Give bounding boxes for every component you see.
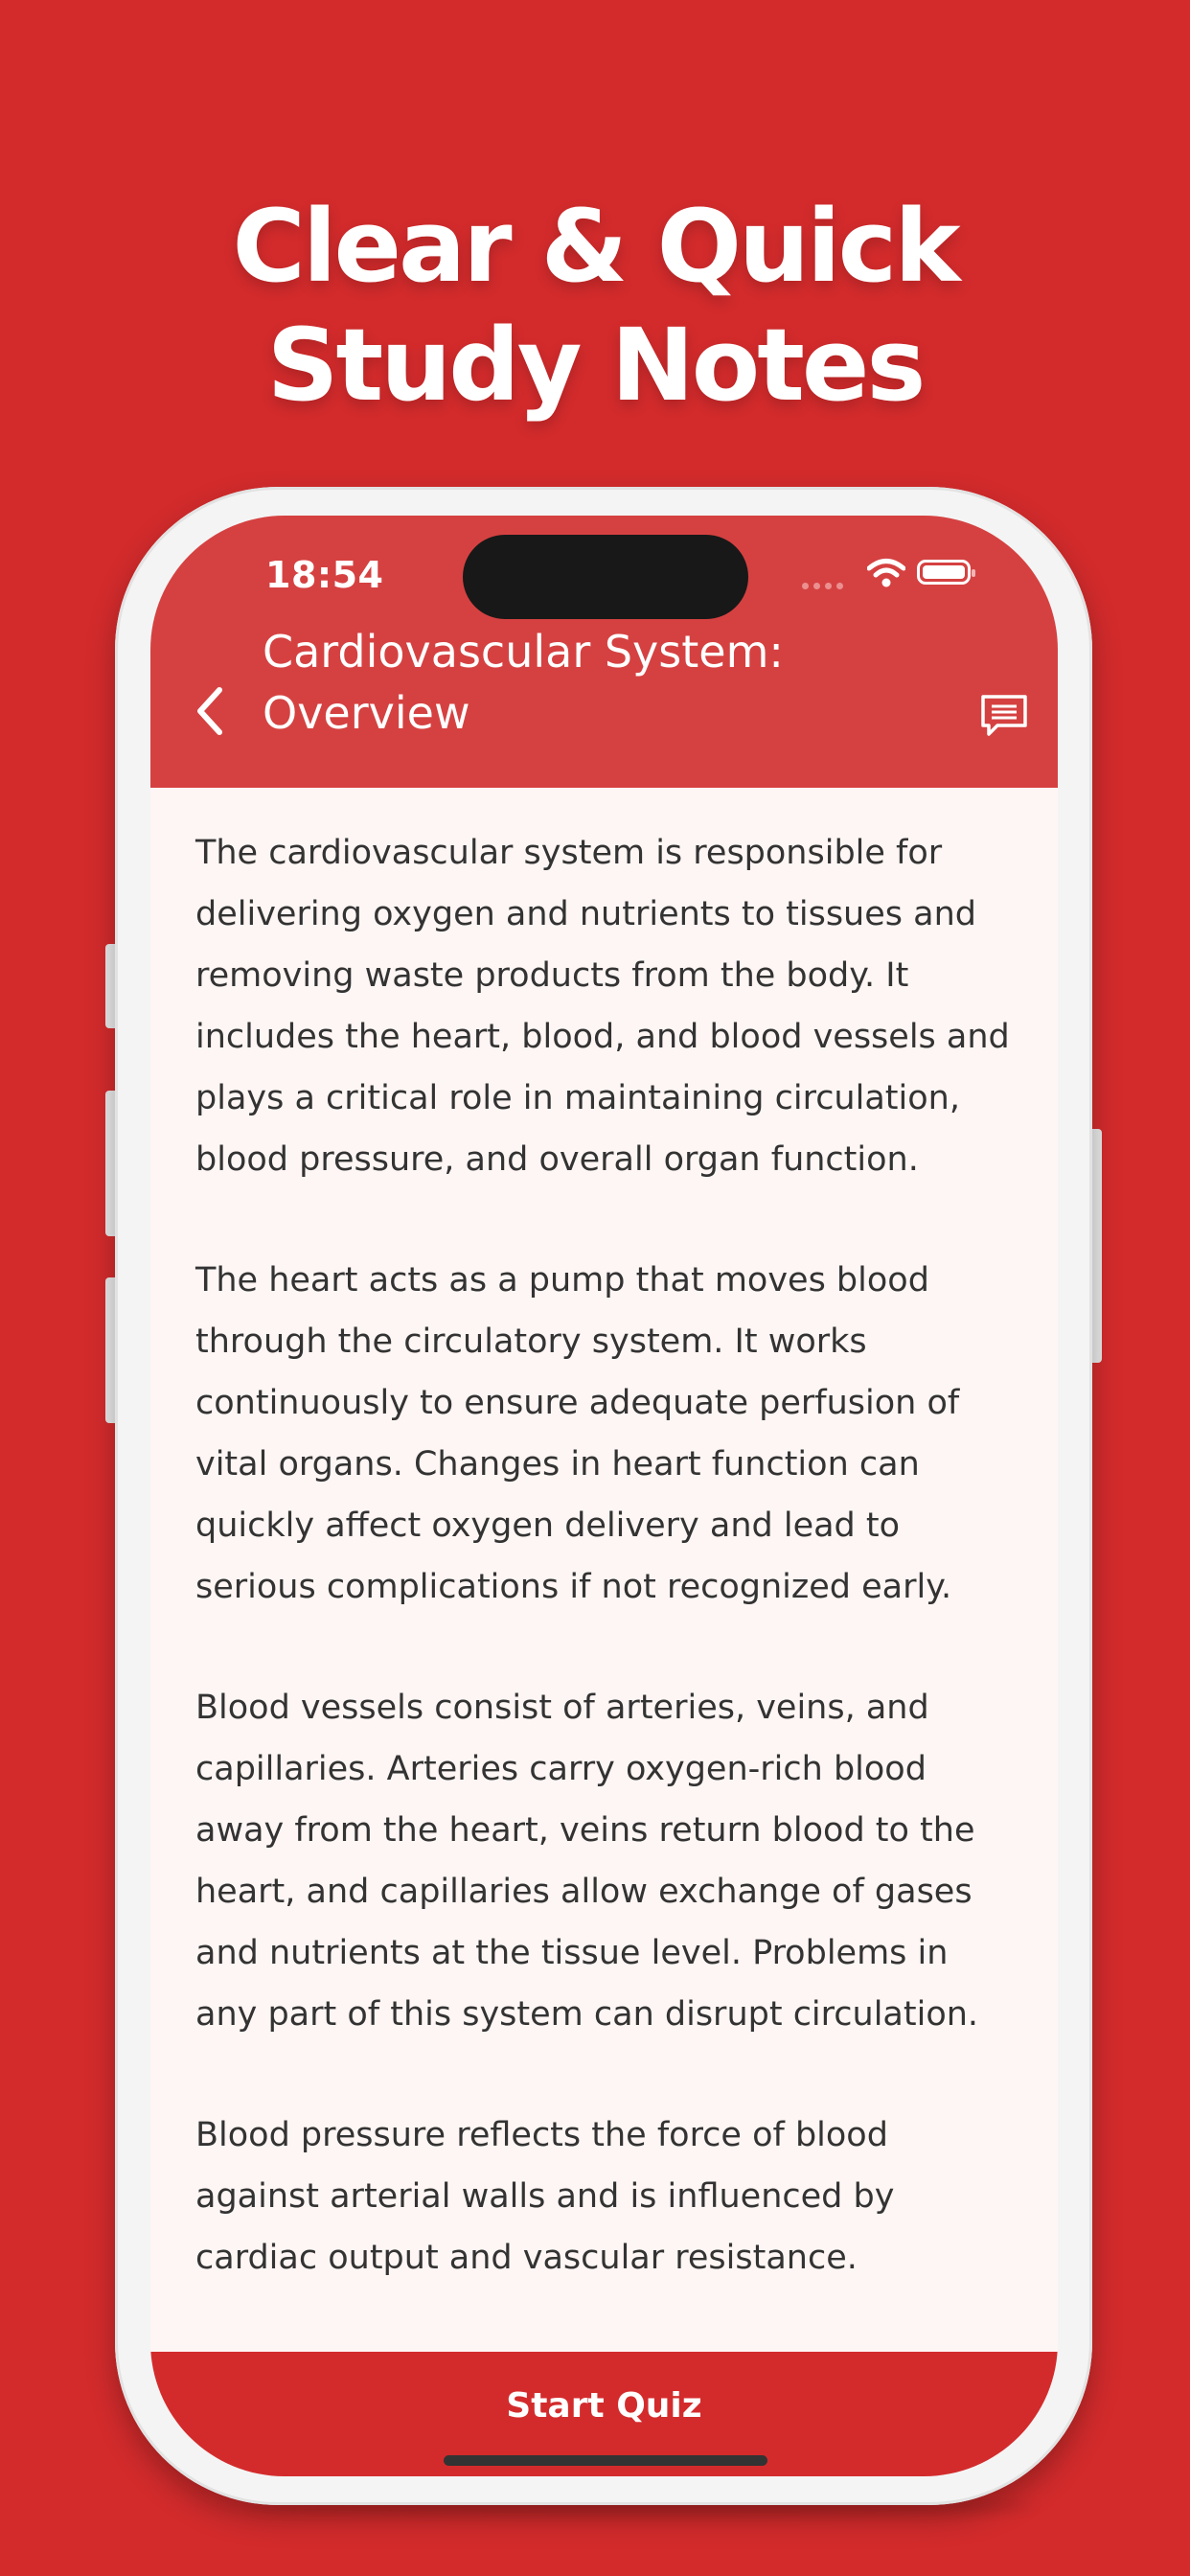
headline-line-1: Clear & Quick: [232, 188, 958, 305]
notes-paragraph-3: Blood vessels consist of arteries, veins, and capillaries. Arteries carry oxygen-rich blood away from the heart, veins return blood to the heart, and capillaries allow exchange of gases and nutrients at the tissue level. Problems in any part of this system can disrupt circulation.: [195, 1689, 979, 2034]
status-time: 18:54: [265, 554, 384, 596]
phone-screen: [150, 516, 1058, 2476]
notes-paragraph-4: Blood pressure reflects the force of blood against arterial walls and is influenced by cardiac output and vascular resistance.: [195, 2116, 895, 2277]
bottom-bar: [150, 2352, 1058, 2476]
study-notes-content: [195, 822, 1019, 2348]
dynamic-island: [463, 535, 748, 619]
notes-paragraph-2: The heart acts as a pump that moves blood through the circulatory system. It works continuously to ensure adequate perfusion of vital organs. Changes in heart function can quickly affect oxygen delivery and lead to serious complications if not recognized early.: [195, 1261, 960, 1606]
start-quiz-button[interactable]: Start Quiz: [506, 2386, 702, 2426]
notes-paragraph-1: The cardiovascular system is responsible for delivering oxygen and nutrients to tissues and removing waste products from the body. It includes the heart, blood, and blood vessels and plays a critical role in maintaining circulation, blood pressure, and overall organ function.: [195, 834, 1010, 1179]
headline-line-2: Study Notes: [266, 307, 924, 424]
page-title-line-2: Overview: [263, 687, 470, 739]
back-chevron-icon[interactable]: [191, 684, 229, 738]
navigation-bar: [150, 516, 1058, 788]
home-indicator[interactable]: [444, 2455, 767, 2466]
signal-dots-icon: [802, 575, 848, 593]
page-title-line-1: Cardiovascular System:: [263, 626, 784, 678]
wifi-icon: [867, 558, 905, 588]
notes-message-icon[interactable]: [980, 694, 1028, 738]
page-title: [263, 621, 857, 744]
status-icons: [802, 558, 1022, 596]
battery-icon: [917, 560, 971, 585]
promo-headline: [0, 187, 1190, 425]
